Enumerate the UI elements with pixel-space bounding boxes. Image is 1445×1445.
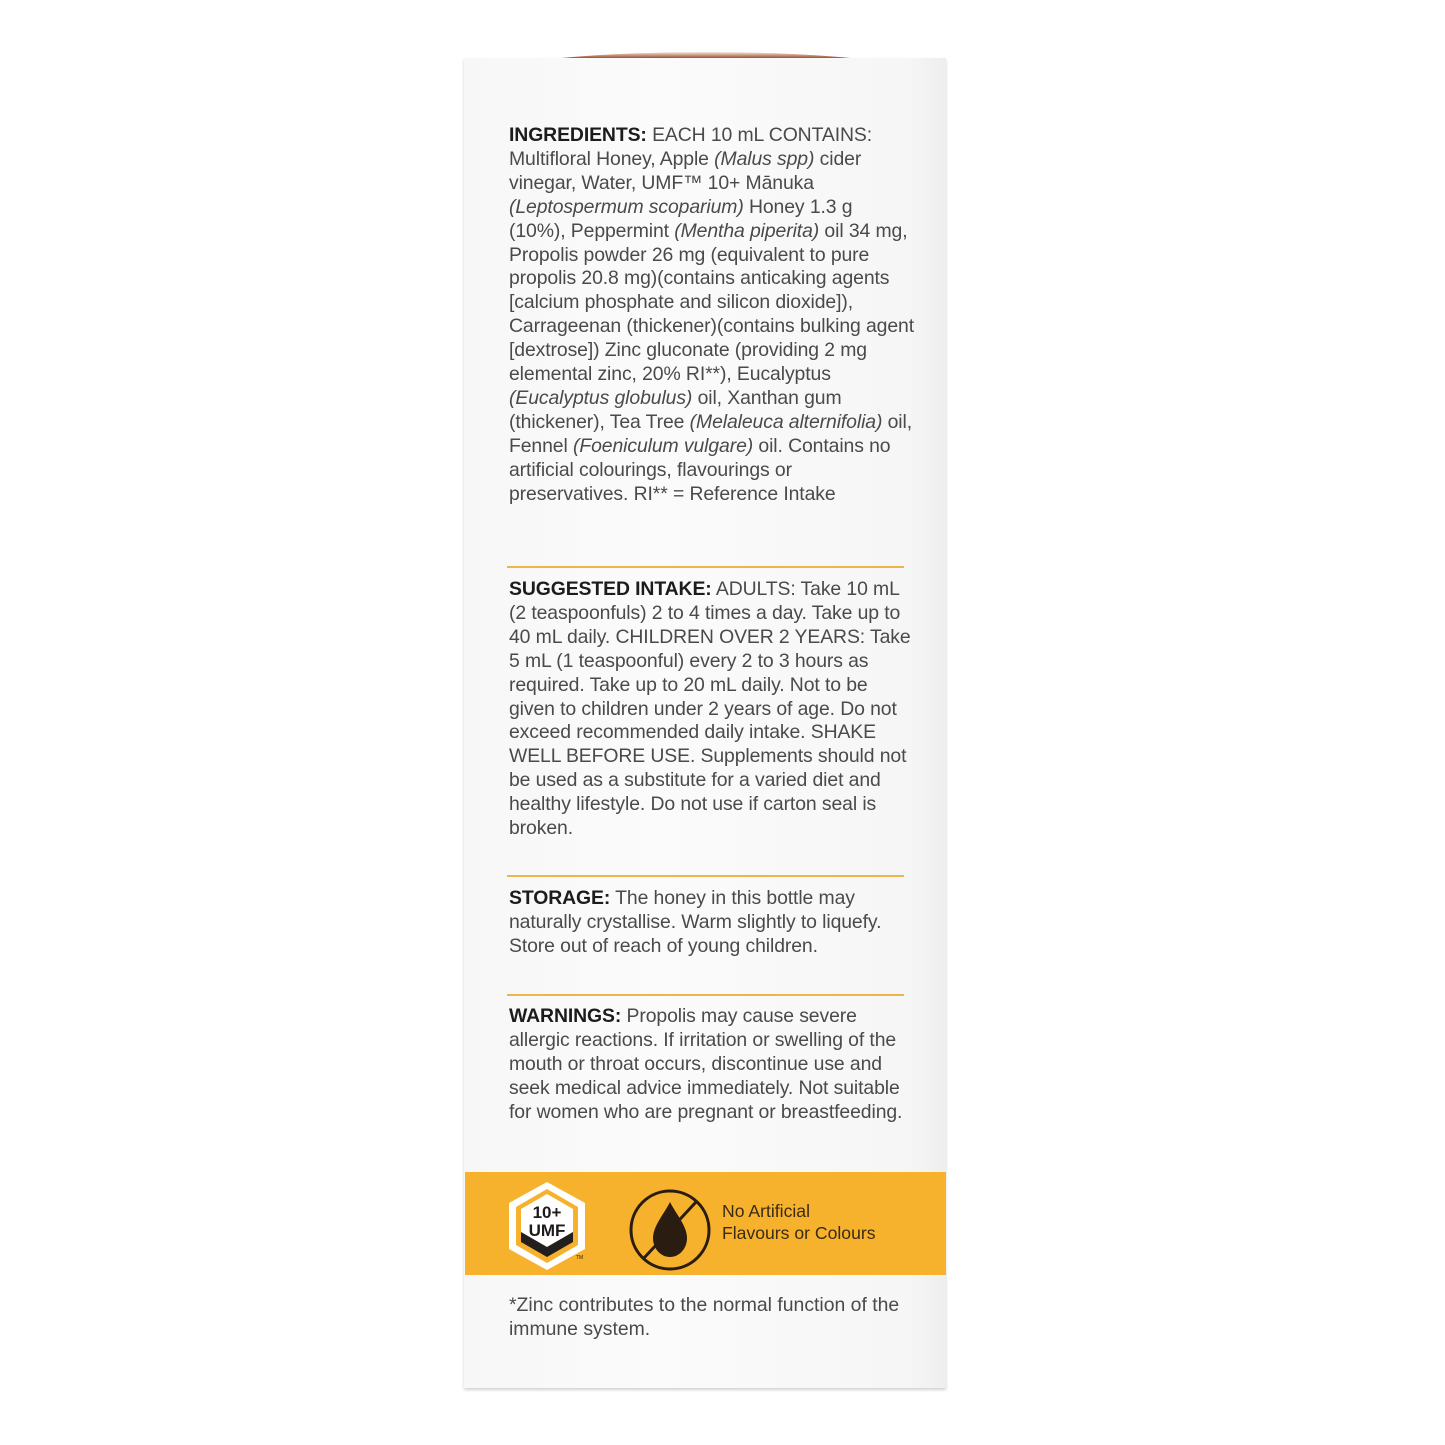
ingredients-text: oil 34 mg, Propolis powder 26 mg (equivalent to pure propolis 20.8 mg)(contains anticaking agents [calcium phosphate and silicon dioxide]), Carrageenan (thickener)(contains bulking agent [dextrose]) Zinc gluconate (providing 2 mg elemental zinc, 20% RI**), Eucalyptus — [509, 219, 914, 386]
umf-grade-label: 10+ — [532, 1203, 562, 1222]
ingredients-latin-name: (Malus spp) — [714, 147, 815, 170]
no-artificial-line1: No Artificial — [722, 1201, 810, 1221]
ingredients-latin-name: (Leptospermum scoparium) — [509, 195, 744, 218]
zinc-footnote: *Zinc contributes to the normal function of the immune system. — [509, 1294, 900, 1340]
ingredients-latin-name: (Mentha piperita) — [674, 219, 820, 242]
section-divider — [507, 875, 904, 877]
warnings-section — [509, 1005, 914, 1125]
ingredients-latin-name: (Melaleuca alternifolia) — [689, 410, 883, 433]
ingredients-text: oil, Xanthan gum (thickener), Tea Tree — [509, 386, 842, 433]
ingredients-text: oil. Contains no artificial colourings, flavourings or preservatives. RI** = Reference Intake — [509, 434, 891, 505]
no-artificial-label — [722, 1200, 932, 1244]
warnings-text: Propolis may cause severe allergic reactions. If irritation or swelling of the mouth or throat occurs, discontinue use and seek medical advice immediately. Not suitable for women who are pregnant or breastfeeding. — [509, 1005, 903, 1123]
ingredients-latin-name: (Eucalyptus globulus) — [509, 386, 693, 409]
no-artificial-line2: Flavours or Colours — [722, 1223, 876, 1243]
umf-label: UMF — [528, 1221, 566, 1240]
ingredients-section — [509, 124, 914, 507]
suggested-intake-heading: SUGGESTED INTAKE: — [509, 578, 712, 600]
section-divider — [507, 566, 904, 568]
ingredients-text: cider vinegar, Water, UMF™ 10+ Mānuka — [509, 147, 862, 194]
storage-text: The honey in this bottle may naturally crystallise. Warm slightly to liquefy. Store out of reach of young children. — [509, 887, 882, 957]
suggested-intake-section — [509, 578, 914, 841]
ingredients-text: Honey 1.3 g (10%), Peppermint — [509, 195, 853, 242]
ingredients-latin-name: (Foeniculum vulgare) — [572, 434, 754, 457]
storage-section — [509, 887, 914, 959]
suggested-intake-text: ADULTS: Take 10 mL (2 teaspoonfuls) 2 to 4 times a day. Take up to 40 mL daily. CHILDREN OVER 2 YEARS: Take 5 mL (1 teaspoonful) every 2 to 3 hours as required. Take up to 20 mL daily. Not to be given to children under 2 years of age. Do not exceed recommended daily intake. SHAKE WELL BEFORE USE. Supplements should not be used as a substitute for a varied diet and healthy lifestyle. Do not use if carton seal is broken. — [509, 578, 911, 840]
storage-heading: STORAGE: — [509, 887, 611, 909]
ingredients-text: oil, Fennel — [509, 410, 913, 457]
ingredients-heading: INGREDIENTS: — [509, 124, 647, 146]
section-divider — [507, 994, 904, 996]
no-drop-icon — [628, 1188, 712, 1272]
warnings-heading: WARNINGS: — [509, 1005, 622, 1027]
svg-text:TM: TM — [576, 1255, 584, 1261]
ingredients-text: EACH 10 mL CONTAINS: Multifloral Honey, Apple — [509, 124, 873, 170]
umf-hexagon-badge-icon — [506, 1180, 588, 1272]
